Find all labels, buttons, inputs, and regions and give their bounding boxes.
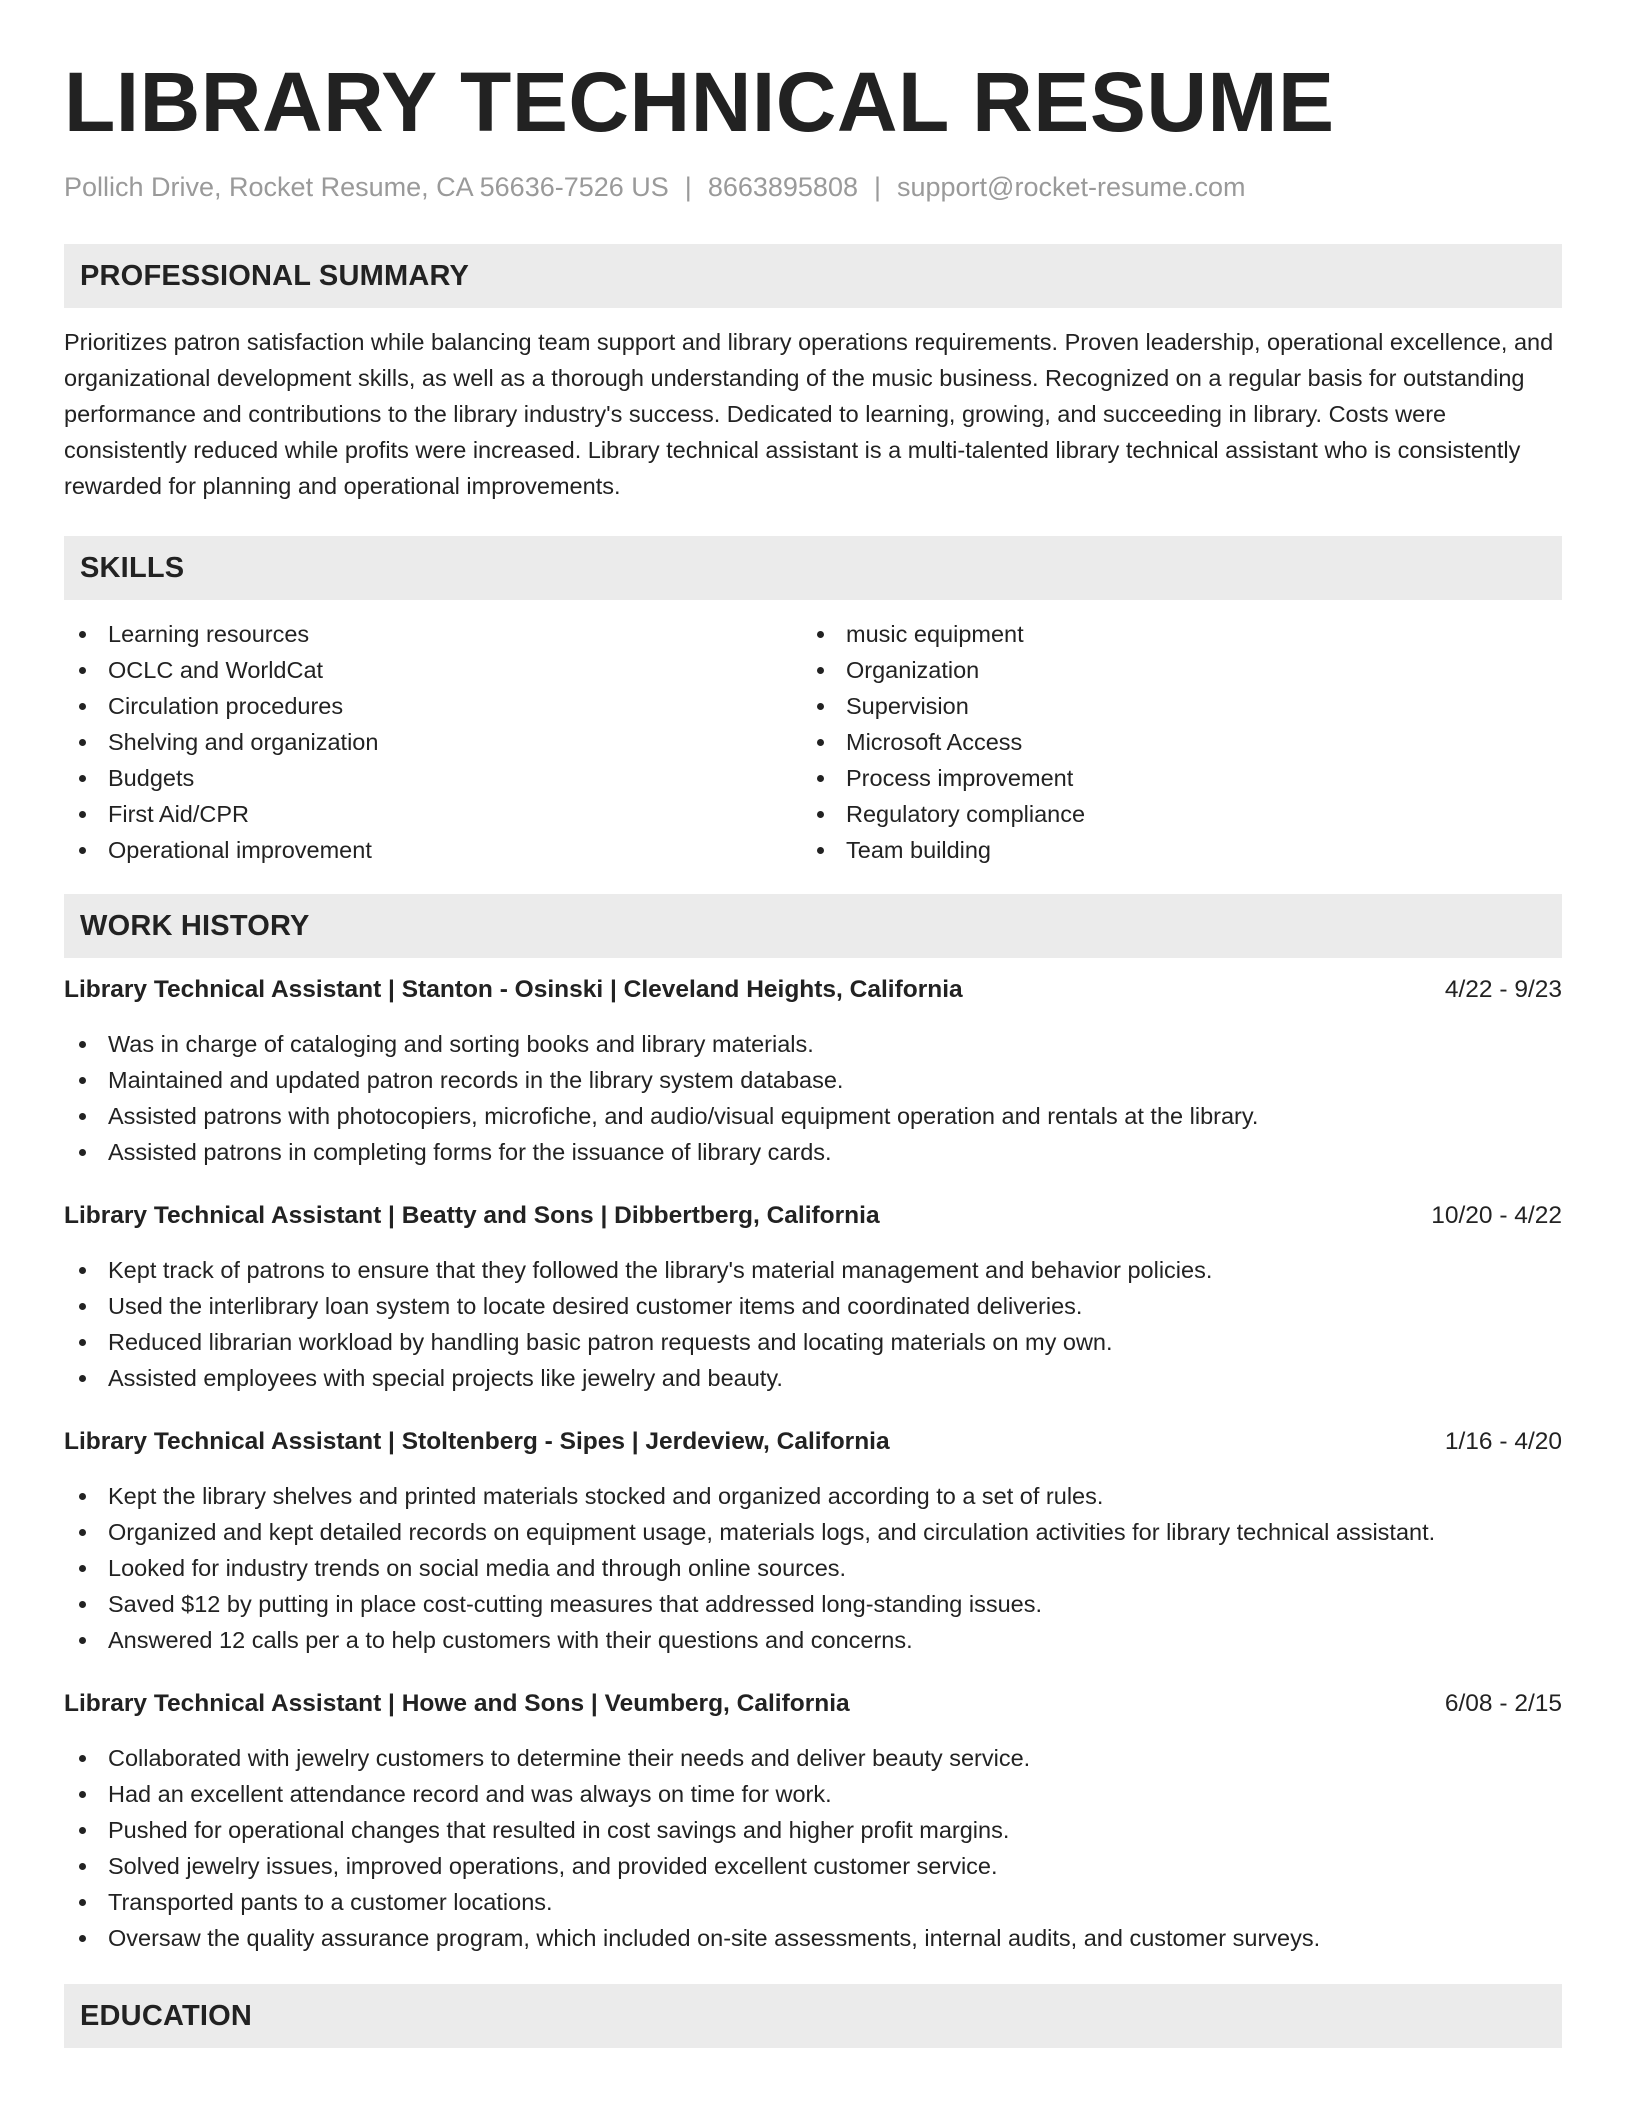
job-bullet-list bbox=[64, 1252, 1562, 1396]
job-header bbox=[64, 1424, 1562, 1460]
job-entry bbox=[64, 1686, 1562, 1956]
section-header-work-history: WORK HISTORY bbox=[64, 894, 1562, 958]
skill-item: Circulation procedures bbox=[64, 688, 802, 724]
skill-item: music equipment bbox=[802, 616, 1540, 652]
job-dates: 6/08 - 2/15 bbox=[1444, 1690, 1562, 1717]
contact-line bbox=[64, 170, 1562, 204]
job-bullet: Transported pants to a customer locations. bbox=[64, 1884, 1562, 1920]
contact-email: support@rocket-resume.com bbox=[897, 172, 1246, 202]
work-history-list bbox=[64, 972, 1562, 1956]
job-bullet: Reduced librarian workload by handling basic patron requests and locating materials on my own. bbox=[64, 1324, 1562, 1360]
contact-separator: | bbox=[684, 172, 692, 202]
skill-item: Regulatory compliance bbox=[802, 796, 1540, 832]
resume-title: LIBRARY TECHNICAL RESUME bbox=[64, 55, 1335, 149]
section-header-summary: PROFESSIONAL SUMMARY bbox=[64, 244, 1562, 308]
job-bullet: Assisted patrons in completing forms for the issuance of library cards. bbox=[64, 1134, 1562, 1170]
job-entry bbox=[64, 1198, 1562, 1396]
job-bullet: Pushed for operational changes that resulted in cost savings and higher profit margins. bbox=[64, 1812, 1562, 1848]
job-bullet: Had an excellent attendance record and was always on time for work. bbox=[64, 1776, 1562, 1812]
skill-item: Microsoft Access bbox=[802, 724, 1540, 760]
contact-phone: 8663895808 bbox=[707, 172, 858, 202]
job-bullet: Assisted employees with special projects like jewelry and beauty. bbox=[64, 1360, 1562, 1396]
job-title: Library Technical Assistant | Beatty and Sons | Dibbertberg, California bbox=[64, 1202, 880, 1229]
contact-separator: | bbox=[873, 172, 881, 202]
job-title: Library Technical Assistant | Howe and Sons | Veumberg, California bbox=[64, 1690, 850, 1717]
job-bullet: Used the interlibrary loan system to locate desired customer items and coordinated deliveries. bbox=[64, 1288, 1562, 1324]
skill-item: Process improvement bbox=[802, 760, 1540, 796]
section-header-skills: SKILLS bbox=[64, 536, 1562, 600]
job-title: Library Technical Assistant | Stanton - Osinski | Cleveland Heights, California bbox=[64, 976, 963, 1003]
job-bullet: Solved jewelry issues, improved operations, and provided excellent customer service. bbox=[64, 1848, 1562, 1884]
job-dates: 4/22 - 9/23 bbox=[1444, 976, 1562, 1003]
job-bullet: Saved $12 by putting in place cost-cutting measures that addressed long-standing issues. bbox=[64, 1586, 1562, 1622]
job-bullet: Maintained and updated patron records in the library system database. bbox=[64, 1062, 1562, 1098]
skill-item: First Aid/CPR bbox=[64, 796, 802, 832]
job-bullet: Collaborated with jewelry customers to determine their needs and deliver beauty service. bbox=[64, 1740, 1562, 1776]
job-bullet-list bbox=[64, 1740, 1562, 1956]
contact-address: Pollich Drive, Rocket Resume, CA 56636-7526 US bbox=[64, 172, 669, 202]
skills-list bbox=[64, 616, 1562, 868]
professional-summary-text: Prioritizes patron satisfaction while balancing team support and library operations requirements. Proven leadership, operational excellence, and organizational development skills, as well as a thorough understanding of the music business. Recognized on a regular basis for outstanding performance and contributions to the library industry's success. Dedicated to learning, growing, and succeeding in library. Costs were consistently reduced while profits were increased. Library technical assistant is a multi-talented library technical assistant who is consistently rewarded for planning and operational improvements. bbox=[64, 329, 1554, 499]
skill-item: Operational improvement bbox=[64, 832, 802, 868]
resume-page bbox=[64, 52, 1562, 2048]
job-bullet: Assisted patrons with photocopiers, microfiche, and audio/visual equipment operation and rentals at the library. bbox=[64, 1098, 1562, 1134]
job-bullet-list bbox=[64, 1478, 1562, 1658]
skills-column-left bbox=[64, 616, 802, 868]
skill-item: Organization bbox=[802, 652, 1540, 688]
job-bullet: Looked for industry trends on social media and through online sources. bbox=[64, 1550, 1562, 1586]
job-dates: 10/20 - 4/22 bbox=[1431, 1202, 1562, 1229]
job-bullet: Kept the library shelves and printed materials stocked and organized according to a set of rules. bbox=[64, 1478, 1562, 1514]
job-bullet: Kept track of patrons to ensure that they followed the library's material management and behavior policies. bbox=[64, 1252, 1562, 1288]
job-title: Library Technical Assistant | Stoltenberg - Sipes | Jerdeview, California bbox=[64, 1428, 890, 1455]
skill-item: OCLC and WorldCat bbox=[64, 652, 802, 688]
job-entry bbox=[64, 1424, 1562, 1658]
skill-item: Supervision bbox=[802, 688, 1540, 724]
job-header bbox=[64, 1686, 1562, 1722]
job-bullet: Was in charge of cataloging and sorting books and library materials. bbox=[64, 1026, 1562, 1062]
skill-item: Shelving and organization bbox=[64, 724, 802, 760]
job-header bbox=[64, 972, 1562, 1008]
job-bullet: Organized and kept detailed records on equipment usage, materials logs, and circulation activities for library technical assistant. bbox=[64, 1514, 1562, 1550]
skills-column-right bbox=[802, 616, 1540, 868]
job-entry bbox=[64, 972, 1562, 1170]
job-bullet: Oversaw the quality assurance program, which included on-site assessments, internal audits, and customer surveys. bbox=[64, 1920, 1562, 1956]
job-header bbox=[64, 1198, 1562, 1234]
job-bullet: Answered 12 calls per a to help customers with their questions and concerns. bbox=[64, 1622, 1562, 1658]
skill-item: Learning resources bbox=[64, 616, 802, 652]
skill-item: Budgets bbox=[64, 760, 802, 796]
section-header-education: EDUCATION bbox=[64, 1984, 1562, 2048]
skill-item: Team building bbox=[802, 832, 1540, 868]
job-dates: 1/16 - 4/20 bbox=[1444, 1428, 1562, 1455]
job-bullet-list bbox=[64, 1026, 1562, 1170]
